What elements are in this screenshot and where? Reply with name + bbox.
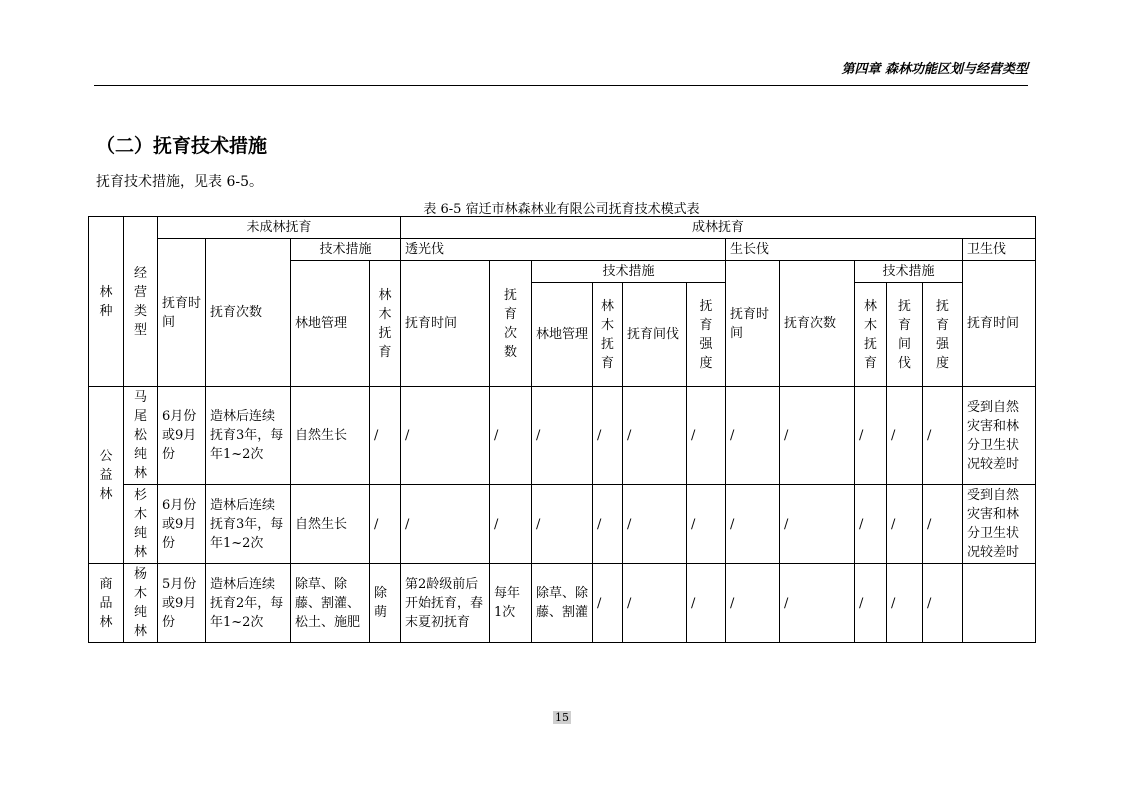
th-growth-intensity: 抚育强度 [923,283,963,387]
cell: / [923,485,963,564]
cell: / [370,485,401,564]
th-mature-tending: 成林抚育 [401,217,1036,239]
cell: 第2龄级前后开始抚育，春末夏初抚育 [401,564,490,643]
cell [963,564,1036,643]
tending-table [88,216,1036,643]
cell: / [593,485,623,564]
cell: / [532,485,593,564]
cell: / [887,485,923,564]
th-light-count: 抚育次数 [490,261,532,387]
cell: / [780,387,855,485]
th-young-measures: 技术措施 [291,239,401,261]
table-row [89,564,1036,643]
cell: / [370,387,401,485]
cell: 每年1次 [490,564,532,643]
cell: / [687,564,726,643]
cell: / [401,387,490,485]
cell: 造林后连续抚育3年，每年1~2次 [206,485,291,564]
cell: 6月份或9月份 [158,387,206,485]
cell: / [923,387,963,485]
th-growth-time: 抚育时间 [726,261,780,387]
cell: / [623,387,687,485]
table-row [89,387,1036,485]
cell: / [855,564,887,643]
cell: 除萌 [370,564,401,643]
cell: 造林后连续抚育2年，每年1~2次 [206,564,291,643]
cell: / [855,387,887,485]
th-light-time: 抚育时间 [401,261,490,387]
th-growth-cut: 抚育间伐 [887,283,923,387]
running-header: 第四章 森林功能区划与经营类型 [841,62,1028,77]
cell: / [623,564,687,643]
th-mgmt-type: 经营类型 [124,217,158,387]
cell: / [623,485,687,564]
table-caption: 表 6-5 宿迁市林森林业有限公司抚育技术模式表 [423,202,700,217]
th-light-measures: 技术措施 [532,261,726,283]
cell: 除草、除藤、割灌、松土、施肥 [291,564,370,643]
th-light-intensity: 抚育强度 [687,283,726,387]
th-young-count: 抚育次数 [206,239,291,387]
cell: / [593,564,623,643]
cell: / [887,387,923,485]
cell: / [887,564,923,643]
header-rule [94,85,1028,86]
cell: / [687,387,726,485]
th-young-tending: 未成林抚育 [158,217,401,239]
page-number: 15 [555,711,569,724]
cell: / [490,387,532,485]
th-growth-count: 抚育次数 [780,261,855,387]
cell: 5月份或9月份 [158,564,206,643]
th-young-time: 抚育时间 [158,239,206,387]
cell: 6月份或9月份 [158,485,206,564]
cell: / [726,387,780,485]
cell: / [780,485,855,564]
cell: / [923,564,963,643]
cell: 受到自然灾害和林分卫生状况较差时 [963,387,1036,485]
th-sanitation: 卫生伐 [963,239,1036,261]
mgmt-type-cell: 马尾松纯林 [124,387,158,485]
cell: / [593,387,623,485]
group-label: 商品林 [89,564,124,643]
group-label: 公益林 [89,387,124,564]
cell: / [855,485,887,564]
cell: / [726,564,780,643]
th-young-tree: 林木抚育 [370,261,401,387]
th-growth-tree: 林木抚育 [855,283,887,387]
cell: / [490,485,532,564]
cell: / [532,387,593,485]
th-young-land: 林地管理 [291,261,370,387]
table-row [89,485,1036,564]
mgmt-type-cell: 杉木纯林 [124,485,158,564]
cell: / [780,564,855,643]
cell: 受到自然灾害和林分卫生状况较差时 [963,485,1036,564]
cell: 自然生长 [291,485,370,564]
th-thinning-growth: 生长伐 [726,239,963,261]
th-forest-type: 林种 [89,217,124,387]
cell: 自然生长 [291,387,370,485]
cell: / [401,485,490,564]
th-growth-measures: 技术措施 [855,261,963,283]
th-thinning-light: 透光伐 [401,239,726,261]
section-title: （二）抚育技术措施 [96,135,268,157]
th-light-cut: 抚育间伐 [623,283,687,387]
mgmt-type-cell: 杨木纯林 [124,564,158,643]
th-sanitation-time: 抚育时间 [963,261,1036,387]
cell: 造林后连续抚育3年，每年1~2次 [206,387,291,485]
cell: / [687,485,726,564]
cell: / [726,485,780,564]
intro-paragraph: 抚育技术措施，见表 6-5。 [96,174,263,190]
cell: 除草、除藤、割灌 [532,564,593,643]
th-light-tree: 林木抚育 [593,283,623,387]
th-light-land: 林地管理 [532,283,593,387]
